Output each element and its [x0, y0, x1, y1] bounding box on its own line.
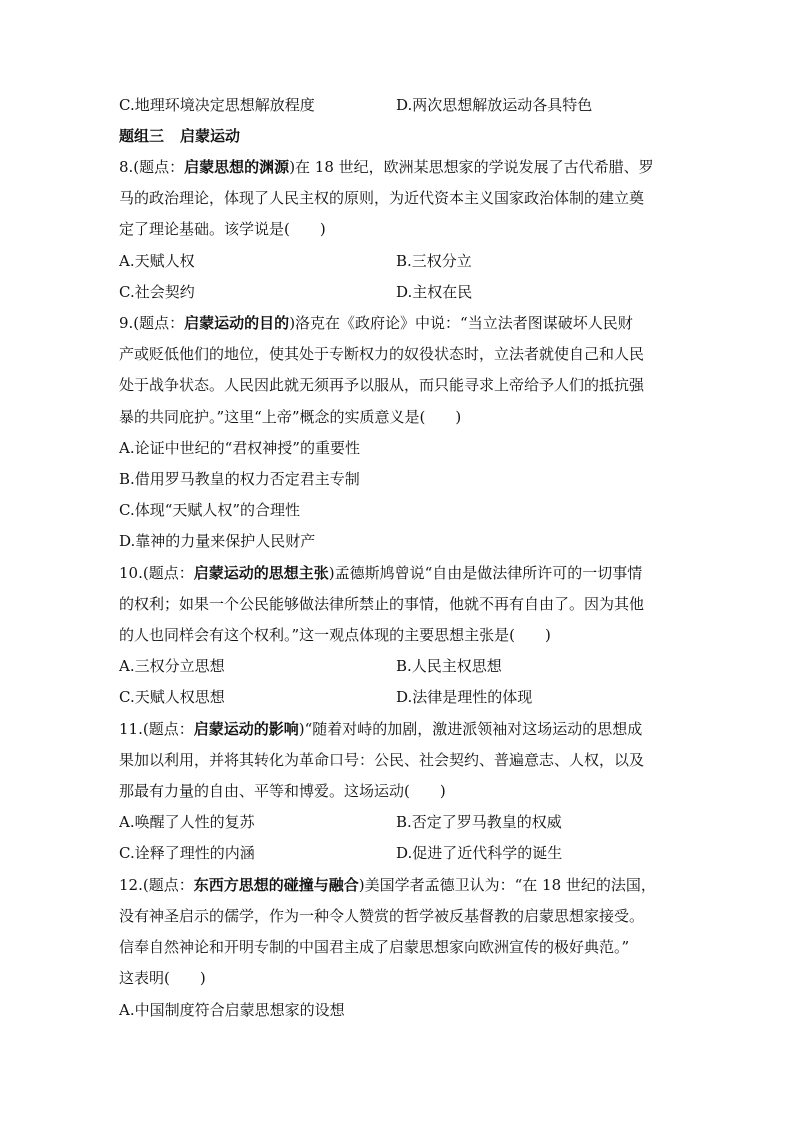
q10-line-1 [119, 558, 675, 589]
q12-line-1 [119, 870, 675, 901]
q11-options-row-1 [119, 807, 675, 838]
q9-stem-3: 处于战争状态。人民因此就无须再予以服从，而只能寻求上帝给予人们的抵抗强 [119, 376, 645, 394]
q12-line-3 [119, 932, 675, 963]
q10-options-row-1 [119, 651, 675, 682]
q7-options-row [119, 90, 675, 121]
q12-prefix: 12.(题点： [119, 876, 194, 894]
q8-line-3 [119, 214, 675, 245]
q10-option-d[interactable]: D.法律是理性的体现 [396, 688, 533, 706]
q11-stem-3-end: ) [439, 782, 446, 800]
section-title: 启蒙运动 [180, 127, 241, 145]
q9-line-1 [119, 308, 675, 339]
q8-option-a[interactable]: A.天赋人权 [119, 252, 195, 270]
q11-topic-tag: 启蒙运动的影响 [193, 720, 299, 738]
q12-topic-tag: 东西方思想的碰撞与融合 [193, 876, 359, 894]
q12-stem-4: 这表明( [119, 969, 170, 987]
q10-line-3 [119, 620, 675, 651]
q8-options-row-2 [119, 277, 675, 308]
q7-option-d[interactable]: D.两次思想解放运动各具特色 [396, 96, 593, 114]
q10-stem-3-end: ) [545, 626, 551, 644]
q9-option-c-row [119, 495, 675, 526]
q12-stem-3: 信奉自然神论和开明专制的中国君主成了启蒙思想家向欧洲宣传的极好典范。” [119, 938, 630, 956]
q7-option-c[interactable]: C.地理环境决定思想解放程度 [119, 96, 315, 114]
q11-option-c[interactable]: C.诠释了理性的内涵 [119, 844, 255, 862]
q12-stem-1: )美国学者孟德卫认为：“在 18 世纪的法国， [358, 876, 656, 894]
q12-stem-2: 没有神圣启示的儒学，作为一种令人赞赏的哲学被反基督教的启蒙思想家接受。 [119, 907, 645, 925]
q11-option-a[interactable]: A.唤醒了人性的复苏 [119, 813, 255, 831]
q9-option-d[interactable]: D.靠神的力量来保护人民财产 [119, 532, 316, 550]
q11-options-row-2 [119, 838, 675, 869]
q10-stem-2: 的权利；如果一个公民能够做法律所禁止的事情，他就不再有自由了。因为其他 [119, 595, 645, 613]
q8-stem-2: 马的政治理论，体现了人民主权的原则，为近代资本主义国家政治体制的建立奠 [119, 189, 645, 207]
q9-stem-1: )洛克在《政府论》中说：“当立法者图谋破坏人民财 [289, 314, 633, 332]
q10-option-b[interactable]: B.人民主权思想 [396, 657, 502, 675]
q12-option-a[interactable]: A.中国制度符合启蒙思想家的设想 [119, 1001, 345, 1019]
q11-option-b[interactable]: B.否定了罗马教皇的权威 [396, 813, 562, 831]
q8-line-2 [119, 183, 675, 214]
q9-line-4 [119, 402, 675, 433]
q8-option-d[interactable]: D.主权在民 [396, 283, 473, 301]
q9-stem-2: 产或贬低他们的地位，使其处于专断权力的奴役状态时，立法者就使自己和人民 [119, 345, 645, 363]
q10-options-row-2 [119, 682, 675, 713]
q9-stem-4: 暴的共同庇护。”这里“上帝”概念的实质意义是( [119, 408, 426, 426]
q9-option-b[interactable]: B.借用罗马教皇的权力否定君主专制 [119, 470, 360, 488]
q11-stem-3: 那最有力量的自由、平等和博爱。这场运动( [119, 782, 410, 800]
q12-line-2 [119, 901, 675, 932]
q11-line-1 [119, 714, 675, 745]
q9-option-d-row [119, 526, 675, 557]
q12-stem-4-end: ) [199, 969, 206, 987]
q8-stem-1: )在 18 世纪，欧洲某思想家的学说发展了古代希腊、罗 [289, 158, 654, 176]
q10-stem-1: )孟德斯鸠曾说“自由是做法律所许可的一切事情 [328, 564, 643, 582]
q8-option-c[interactable]: C.社会契约 [119, 283, 195, 301]
q10-prefix: 10.(题点： [119, 564, 194, 582]
q12-line-4 [119, 963, 675, 994]
q8-stem-3-end: ) [319, 220, 326, 238]
q11-stem-1: )“随着对峙的加剧，激进派领袖对这场运动的思想成 [298, 720, 643, 738]
section-heading [119, 121, 675, 152]
q9-line-3 [119, 370, 675, 401]
q9-option-b-row [119, 464, 675, 495]
q8-option-b[interactable]: B.三权分立 [396, 252, 472, 270]
q11-option-d[interactable]: D.促进了近代科学的诞生 [396, 844, 563, 862]
q8-options-row-1 [119, 246, 675, 277]
q9-option-a-row [119, 433, 675, 464]
q8-prefix: 8.(题点： [119, 158, 185, 176]
q12-option-a-row [119, 995, 675, 1026]
q11-line-2 [119, 745, 675, 776]
q10-topic-tag: 启蒙运动的思想主张 [193, 564, 329, 582]
q11-line-3 [119, 776, 675, 807]
q9-line-2 [119, 339, 675, 370]
q9-prefix: 9.(题点： [119, 314, 185, 332]
section-label: 题组三 [119, 127, 165, 145]
q9-option-a[interactable]: A.论证中世纪的“君权神授”的重要性 [119, 439, 360, 457]
q9-option-c[interactable]: C.体现“天赋人权”的合理性 [119, 501, 301, 519]
q11-stem-2: 果加以利用，并将其转化为革命口号：公民、社会契约、普遍意志、人权，以及 [119, 751, 645, 769]
q10-line-2 [119, 589, 675, 620]
q8-stem-3: 定了理论基础。该学说是( [119, 220, 290, 238]
q9-topic-tag: 启蒙运动的目的 [184, 314, 290, 332]
q10-stem-3: 的人也同样会有这个权利。”这一观点体现的主要思想主张是( [119, 626, 516, 644]
q10-option-c[interactable]: C.天赋人权思想 [119, 688, 225, 706]
q11-prefix: 11.(题点： [119, 720, 194, 738]
q8-topic-tag: 启蒙思想的渊源 [184, 158, 290, 176]
q8-line-1 [119, 152, 675, 183]
q10-option-a[interactable]: A.三权分立思想 [119, 657, 225, 675]
q9-stem-4-end: ) [455, 408, 462, 426]
